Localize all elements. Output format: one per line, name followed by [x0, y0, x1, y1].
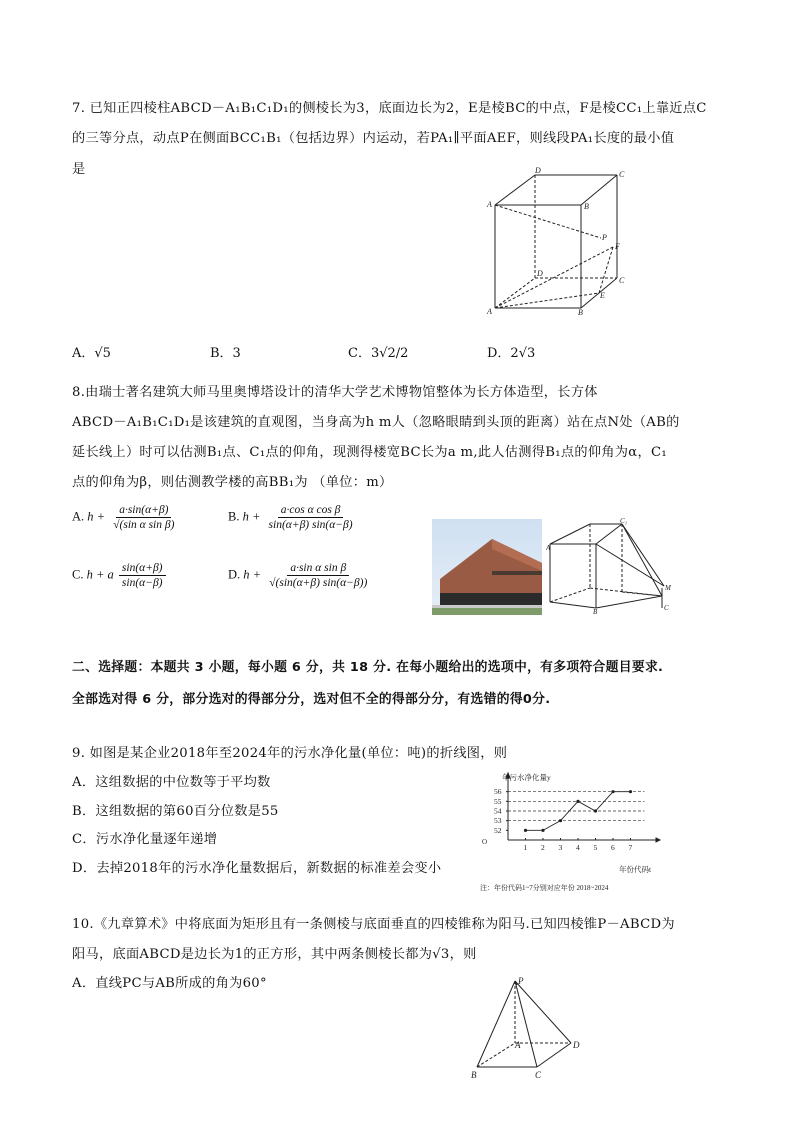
chart-xtick-label: 6 — [611, 843, 615, 852]
label-P: P — [518, 976, 524, 986]
q10-pyramid-figure — [465, 975, 595, 1083]
chart-xlabel: 年份代码t — [619, 865, 652, 874]
label-C1: C — [619, 170, 625, 179]
chart-xtick-label: 7 — [628, 843, 633, 852]
chart-origin-label: O — [482, 838, 488, 846]
chart-x-arrow — [656, 838, 660, 842]
label-B: B — [578, 308, 583, 317]
label-E: E — [600, 291, 605, 300]
chart-point — [559, 819, 562, 822]
label-A1: A — [546, 544, 551, 552]
chart-ytick-label: 54 — [494, 806, 502, 816]
section2-heading-line2: 全部选对得 6 分，部分选对的得部分分，选对但不全的得部分分，有选错的得0分. — [72, 692, 551, 707]
q8-stem-line1: 8.由瑞士著名建筑大师马里奥博塔设计的清华大学艺术博物馆整体为长方体造型，长方体 — [72, 385, 598, 400]
chart-ytick-label: 55 — [494, 796, 502, 806]
q9-option-c: C．污水净化量逐年递增 — [72, 832, 218, 847]
label-B: B — [471, 1070, 477, 1080]
label-M: M — [665, 584, 671, 592]
q7-option-d: D．2√3 — [487, 346, 536, 361]
q8-option-b: B. h + $\frac{\text{a·cos α cos β}}{\sin(\alpha+\beta) \sin(\alpha-\beta)}$ — [228, 504, 353, 531]
label-F: F — [615, 242, 620, 251]
q7-stem-line1: 7. 已知正四棱柱ABCD－A₁B₁C₁D₁的侧棱长为3，底面边长为2，E是棱BC的中点，F是棱CC₁上靠近点C — [72, 101, 707, 116]
q9-option-b: B．这组数据的第60百分位数是55 — [72, 804, 279, 819]
chart-point — [524, 829, 527, 832]
museum-building-image — [432, 519, 542, 615]
q9-option-a: A．这组数据的中位数等于平均数 — [72, 775, 271, 790]
q8-stem-line4: 点的仰角为β，则估测教学楼的高BB₁为 （单位：m） — [72, 475, 393, 490]
q7-prism-figure — [485, 165, 625, 317]
chart-xtick-label: 5 — [593, 843, 598, 852]
chart-point — [594, 809, 597, 812]
section2-heading-line1: 二、选择题：本题共 3 小题，每小题 6 分，共 18 分. 在每小题给出的选项中，有多项符合题目要求. — [72, 660, 664, 675]
q8-stem-line3: 延长线上）时可以估测B₁点、C₁点的仰角，现测得楼宽BC长为a m,此人估测得B₁点的仰角为α，C₁ — [72, 445, 667, 460]
q9-stem: 9. 如图是某企业2018年至2024年的污水净化量(单位：吨)的折线图，则 — [72, 746, 508, 761]
chart-note: 注：年份代码1~7分别对应年份 2018~2024 — [480, 884, 609, 892]
q8-option-c: C. h + a $\frac{\sin(\alpha+\beta)}{\sin(\alpha-\beta)}$ — [72, 562, 168, 589]
q8-option-a: A. h + $\frac{a\cdot\sin(\alpha+\beta)}{\text{√(sin α sin β)}}$ — [72, 504, 175, 531]
chart-ylabel: 年污水净化量y — [502, 773, 551, 782]
chart-ytick-label: 52 — [494, 825, 502, 835]
chart-xtick-label: 4 — [576, 843, 580, 852]
label-D1: D — [535, 166, 541, 175]
q7-stem-line3: 是 — [72, 162, 86, 177]
chart-point — [576, 800, 579, 803]
label-A1: A — [487, 200, 492, 209]
q9-option-d: D．去掉2018年的污水净化量数据后，新数据的标准差会变小 — [72, 861, 442, 876]
chart-point — [629, 790, 632, 793]
q7-stem-line2: 的三等分点，动点P在侧面BCC₁B₁（包括边界）内运动，若PA₁∥平面AEF，则线段PA₁长度的最小值 — [72, 131, 675, 146]
label-C: C — [619, 276, 625, 285]
q10-option-a: A．直线PC与AB所成的角为60° — [72, 976, 267, 991]
q8-option-d: D. h + $\frac{\text{a·sin α sin β}}{√(\sin(\alpha+\beta) \sin(\alpha-\beta))}$ — [228, 562, 368, 589]
chart-xtick-label: 3 — [558, 843, 563, 852]
q10-stem-line1: 10.《九章算术》中将底面为矩形且有一条侧棱与底面垂直的四棱锥称为阳马.已知四棱锥P－ABCD为 — [72, 917, 675, 932]
label-B: B — [593, 608, 598, 614]
q8-stem-line2: ABCD－A₁B₁C₁D₁是该建筑的直观图，当身高为h m人（忽略眼睛到头顶的距离）站在点N处（AB的 — [72, 415, 680, 430]
label-C: C — [535, 1070, 542, 1080]
q7-option-c: C．3√2/2 — [348, 346, 409, 361]
chart-point — [611, 790, 614, 793]
q7-option-a: A．√5 — [72, 346, 111, 361]
label-B1: B — [584, 202, 589, 211]
q8-building-figure — [546, 518, 674, 614]
q7-option-b: B．3 — [210, 346, 241, 361]
label-D: D — [573, 1040, 580, 1050]
label-D: D — [537, 269, 543, 278]
chart-xtick-label: 1 — [523, 843, 528, 852]
chart-point — [541, 829, 544, 832]
label-N: C — [664, 604, 669, 612]
q9-line-chart — [478, 770, 678, 895]
q10-stem-line2: 阳马，底面ABCD是边长为1的正方形，其中两条侧棱长都为√3，则 — [72, 947, 477, 962]
label-A: A — [487, 307, 492, 316]
label-A: A — [515, 1040, 521, 1050]
museum-photo — [432, 519, 542, 615]
label-C1: C₁ — [620, 518, 628, 525]
chart-ytick-label: 56 — [494, 787, 502, 797]
label-P: P — [602, 233, 607, 242]
chart-ytick-label: 53 — [494, 816, 502, 826]
chart-xtick-label: 2 — [541, 843, 545, 852]
